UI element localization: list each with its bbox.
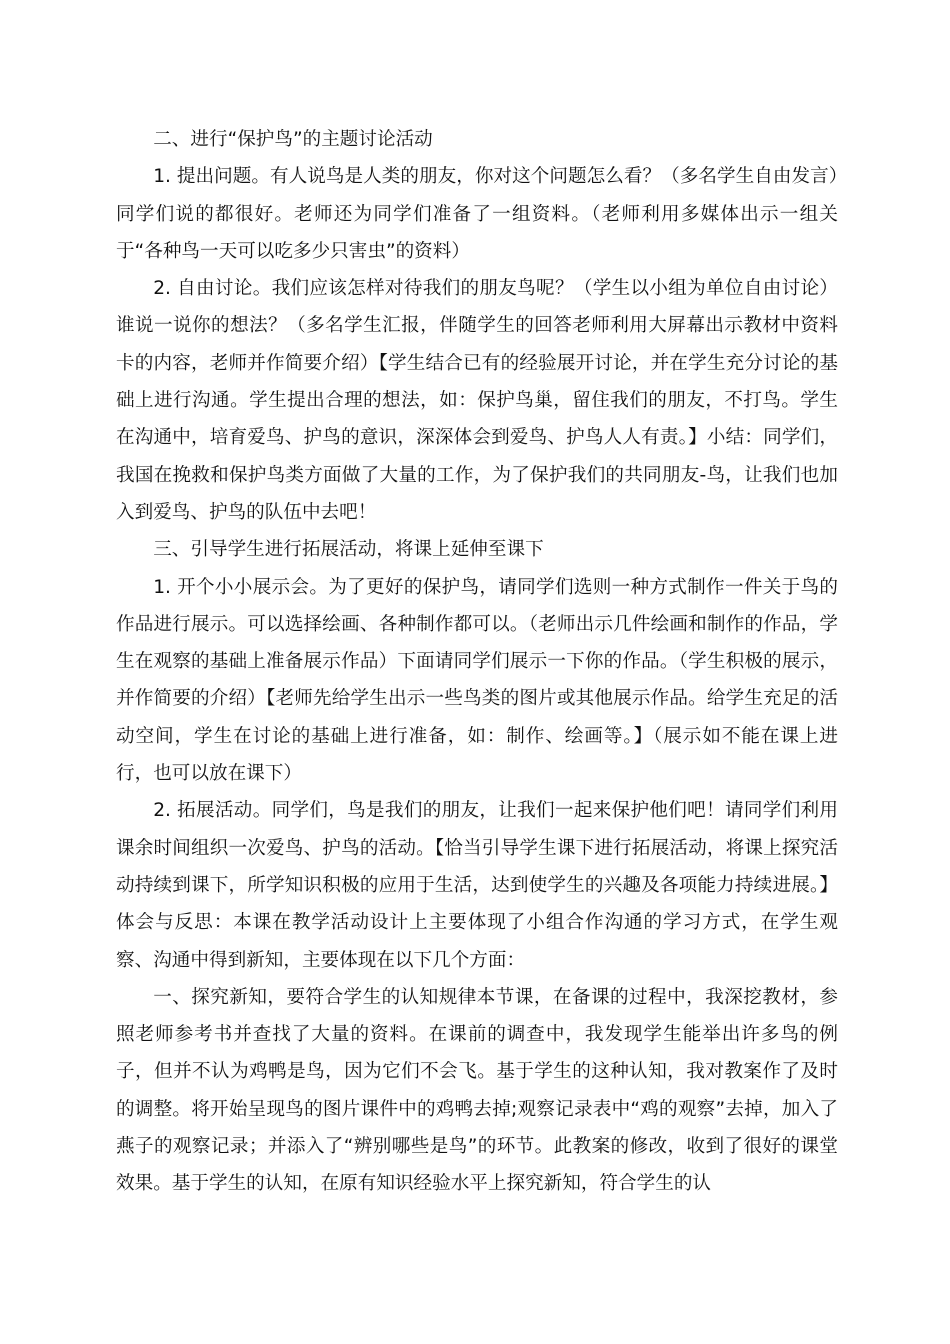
paragraph-exhibition: 1. 开个小小展示会。为了更好的保护鸟，请同学们选则一种方式制作一件关于鸟的作品进行展示。可以选择绘画、各种制作都可以。（老师出示几件绘画和制作的作品，学生在观察的基础上准备展示作品）下面请同学们展示一下你的作品。（学生积极的展示，并作简要的介绍）【老师先给学生出示一些鸟类的图片或其他展示作品。给学生充足的活动空间，学生在讨论的基础上进行准备，如：制作、绘画等。】（展示如不能在课上进行，也可以放在课下） bbox=[116, 576, 838, 785]
paragraph-free-discussion: 2. 自由讨论。我们应该怎样对待我们的朋友鸟呢？（学生以小组为单位自由讨论）谁说一说你的想法？（多名学生汇报，伴随学生的回答老师利用大屏幕出示教材中资料卡的内容，老师并作简要介绍）【学生结合已有的经验展开讨论，并在学生充分讨论的基础上进行沟通。学生提出合理的想法，如：保护鸟巢，留住我们的朋友，不打鸟。学生在沟通中，培育爱鸟、护鸟的意识，深深体会到爱鸟、护鸟人人有责。】小结：同学们，我国在挽救和保护鸟类方面做了大量的工作，为了保护我们的共同朋友-鸟，让我们也加入到爱鸟、护鸟的队伍中去吧！ bbox=[116, 278, 838, 523]
paragraph-pose-question: 1. 提出问题。有人说鸟是人类的朋友，你对这个问题怎么看？（多名学生自由发言）同学们说的都很好。老师还为同学们准备了一组资料。（老师利用多媒体出示一组关于“各种鸟一天可以吃多少只害虫”的资料） bbox=[116, 166, 838, 262]
document-body bbox=[116, 121, 838, 1203]
paragraph-extension-activity: 2. 拓展活动。同学们，鸟是我们的朋友，让我们一起来保护他们吧！请同学们利用课余时间组织一次爱鸟、护鸟的活动。【恰当引导学生课下进行拓展活动，将课上探究活动持续到课下，所学知识积极的应用于生活，达到使学生的兴趣及各项能力持续进展。】体会与反思：本课在教学活动设计上主要体现了小组合作沟通的学习方式，在学生观察、沟通中得到新知，主要体现在以下几个方面： bbox=[116, 800, 838, 971]
section-heading-2: 二、进行“保护鸟”的主题讨论活动 bbox=[153, 129, 433, 150]
section-heading-3: 三、引导学生进行拓展活动，将课上延伸至课下 bbox=[153, 539, 544, 561]
paragraph-reflection: 一、探究新知，要符合学生的认知规律本节课，在备课的过程中，我深挖教材，参照老师参考书并查找了大量的资料。在课前的调查中，我发现学生能举出许多鸟的例子，但并不认为鸡鸭是鸟，因为它们不会飞。基于学生的这种认知，我对教案作了及时的调整。将开始呈现鸟的图片课件中的鸡鸭去掉;观察记录表中“鸡的观察”去掉，加入了燕子的观察记录；并添入了“辨别哪些是鸟”的环节。此教案的修改，收到了很好的课堂效果。基于学生的认知，在原有知识经验水平上探究新知，符合学生的认 bbox=[116, 986, 838, 1195]
